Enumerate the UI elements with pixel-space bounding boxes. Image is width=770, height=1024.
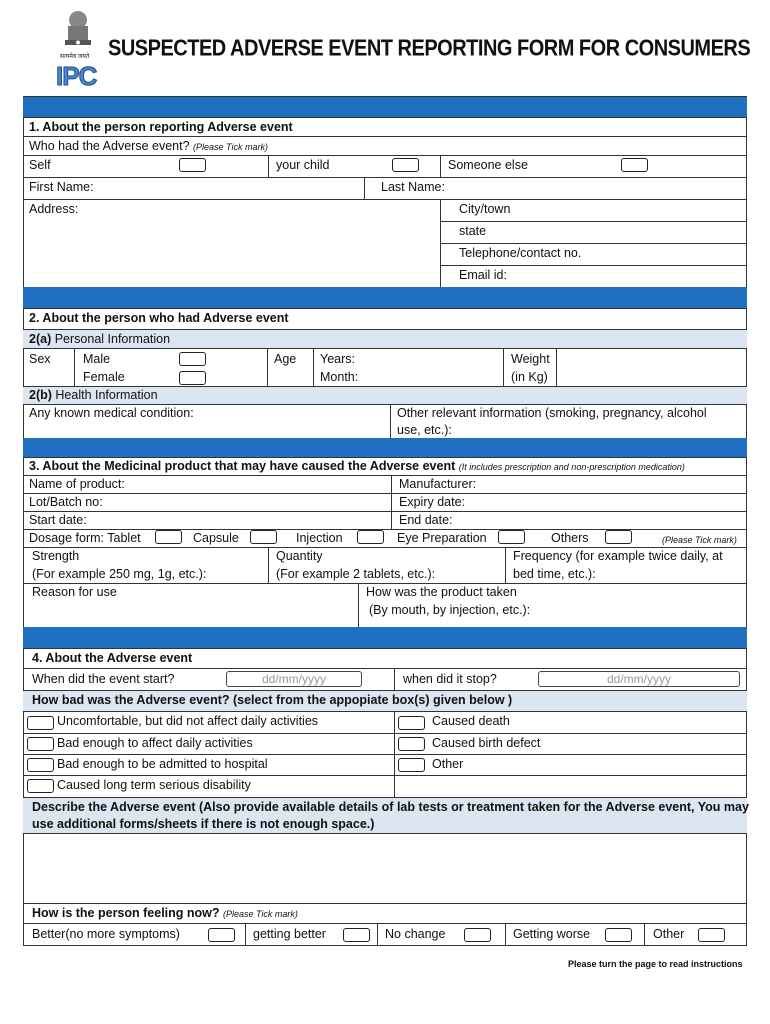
injection-label: Injection (296, 531, 343, 545)
severity-disability-label: Caused long term serious disability (57, 778, 251, 792)
section-3-bar (23, 438, 747, 457)
describe-textarea[interactable] (24, 834, 746, 902)
address-label[interactable]: Address: (29, 202, 79, 216)
health-info-num: 2(b) (29, 388, 52, 402)
severity-uncomfortable-label: Uncomfortable, but did not affect daily activities (57, 714, 319, 728)
route-label[interactable]: How was the product taken (366, 585, 517, 599)
product-name-label[interactable]: Name of product: (29, 477, 125, 491)
section-3-heading-text: 3. About the Medicinal product that may have caused the Adverse event (29, 459, 456, 473)
medical-condition-label[interactable]: Any known medical condition: (29, 406, 194, 420)
emblem-caption: सत्यमेव जयते (60, 54, 90, 60)
section-1-heading: 1. About the person reporting Adverse event (29, 120, 293, 134)
state-label[interactable]: state (459, 224, 487, 238)
quantity-example: (For example 2 tablets, etc.): (276, 567, 436, 581)
other-info-label-1[interactable]: Other relevant information (smoking, pregnancy, alcohol (397, 406, 707, 420)
manufacturer-label[interactable]: Manufacturer: (399, 477, 477, 491)
injection-checkbox[interactable] (357, 530, 384, 544)
reason-label[interactable]: Reason for use (32, 585, 117, 599)
emblem (58, 8, 98, 56)
strength-label[interactable]: Strength (32, 549, 80, 563)
others-checkbox[interactable] (605, 530, 632, 544)
emblem-icon (58, 8, 98, 56)
section-3-heading (29, 458, 685, 475)
start-date-label[interactable]: Start date: (29, 513, 87, 527)
month-label[interactable]: Month: (320, 370, 359, 384)
capsule-label: Capsule (193, 531, 239, 545)
quantity-label[interactable]: Quantity (276, 549, 323, 563)
feeling-question (32, 905, 298, 922)
weight-unit: (in Kg) (511, 370, 548, 384)
strength-example: (For example 250 mg, 1g, etc.): (32, 567, 207, 581)
capsule-checkbox[interactable] (250, 530, 277, 544)
tablet-checkbox[interactable] (155, 530, 182, 544)
feeling-other-checkbox[interactable] (698, 928, 725, 942)
severity-question: How bad was the Adverse event? (select from the appopiate box(s) given below ) (32, 693, 513, 707)
page-title: SUSPECTED ADVERSE EVENT REPORTING FORM FOR CONSUMERS (108, 36, 751, 62)
who-question-text: Who had the Adverse event? (29, 139, 190, 153)
health-info-label (29, 387, 158, 403)
end-date-label[interactable]: End date: (399, 513, 453, 527)
option-self-label: Self (29, 158, 51, 172)
feeling-worse-checkbox[interactable] (605, 928, 632, 942)
years-label[interactable]: Years: (320, 352, 355, 366)
self-checkbox[interactable] (179, 158, 206, 172)
female-label: Female (83, 370, 125, 384)
feeling-better-checkbox[interactable] (208, 928, 235, 942)
event-stop-date-input[interactable]: dd/mm/yyyy (538, 671, 740, 687)
others-label: Others (551, 531, 589, 545)
describe-label-1: Describe the Adverse event (Also provide available details of lab tests or treatment taken for the Adverse event, You may (32, 800, 749, 814)
feeling-getting-better-checkbox[interactable] (343, 928, 370, 942)
weight-label[interactable]: Weight (511, 352, 550, 366)
section-4-heading: 4. About the Adverse event (32, 651, 193, 665)
other-info-label-2: use, etc.): (397, 423, 452, 437)
ipc-logo-text: IPC (56, 61, 97, 91)
male-label: Male (83, 352, 111, 366)
severity-daily-checkbox[interactable] (27, 737, 54, 751)
section-2-heading: 2. About the person who had Adverse event (29, 311, 289, 325)
event-stop-label: when did it stop? (403, 672, 497, 686)
severity-disability-checkbox[interactable] (27, 779, 54, 793)
feeling-question-text: How is the person feeling now? (32, 906, 220, 920)
city-label[interactable]: City/town (459, 202, 511, 216)
personal-info-label (29, 331, 170, 347)
who-question-note: (Please Tick mark) (193, 142, 268, 152)
sex-label: Sex (29, 352, 51, 366)
feeling-no-change-label: No change (385, 927, 446, 941)
dosage-form-label: Dosage form: Tablet (29, 531, 141, 545)
phone-label[interactable]: Telephone/contact no. (459, 246, 582, 260)
section-1-bar (23, 97, 747, 117)
who-question (29, 138, 268, 155)
child-checkbox[interactable] (392, 158, 419, 172)
feeling-better-label: Better(no more symptoms) (32, 927, 180, 941)
feeling-question-note: (Please Tick mark) (223, 909, 298, 919)
event-start-label: When did the event start? (32, 672, 175, 686)
male-checkbox[interactable] (179, 352, 206, 366)
frequency-example: bed time, etc.): (513, 567, 596, 581)
option-child-label: your child (276, 158, 330, 172)
first-name-label[interactable]: First Name: (29, 180, 94, 194)
ipc-logo (56, 62, 102, 90)
severity-death-checkbox[interactable] (398, 716, 425, 730)
severity-daily-label: Bad enough to affect daily activities (57, 736, 253, 750)
last-name-label[interactable]: Last Name: (381, 180, 445, 194)
eye-prep-checkbox[interactable] (498, 530, 525, 544)
severity-hospital-label: Bad enough to be admitted to hospital (57, 757, 268, 771)
feeling-no-change-checkbox[interactable] (464, 928, 491, 942)
lot-label[interactable]: Lot/Batch no: (29, 495, 103, 509)
event-start-date-input[interactable]: dd/mm/yyyy (226, 671, 362, 687)
feeling-other-label: Other (653, 927, 685, 941)
eye-prep-label: Eye Preparation (397, 531, 487, 545)
someone-else-checkbox[interactable] (621, 158, 648, 172)
feeling-worse-label: Getting worse (513, 927, 591, 941)
feeling-getting-better-label: getting better (253, 927, 326, 941)
severity-death-label: Caused death (432, 714, 510, 728)
footer-note: Please turn the page to read instructions (568, 959, 743, 969)
option-someone-else-label: Someone else (448, 158, 528, 172)
female-checkbox[interactable] (179, 371, 206, 385)
section-3-heading-note: (It includes prescription and non-prescription medication) (458, 462, 685, 472)
personal-info-text: Personal Information (51, 332, 171, 346)
dosage-tick-note: (Please Tick mark) (662, 535, 737, 545)
severity-birth-defect-label: Caused birth defect (432, 736, 541, 750)
route-example: (By mouth, by injection, etc.): (369, 603, 531, 617)
email-label[interactable]: Email id: (459, 268, 507, 282)
severity-birth-defect-checkbox[interactable] (398, 737, 425, 751)
severity-uncomfortable-checkbox[interactable] (27, 716, 54, 730)
expiry-label[interactable]: Expiry date: (399, 495, 466, 509)
personal-info-num: 2(a) (29, 332, 52, 346)
age-label: Age (274, 352, 297, 366)
health-info-text: Health Information (51, 388, 158, 402)
severity-other-checkbox[interactable] (398, 758, 425, 772)
severity-other-label: Other (432, 757, 464, 771)
frequency-label[interactable]: Frequency (for example twice daily, at (513, 549, 723, 563)
section-4-bar (23, 627, 747, 648)
section-2-bar (23, 287, 747, 308)
describe-label-2: use additional forms/sheets if there is not enough space.) (32, 817, 375, 831)
severity-hospital-checkbox[interactable] (27, 758, 54, 772)
